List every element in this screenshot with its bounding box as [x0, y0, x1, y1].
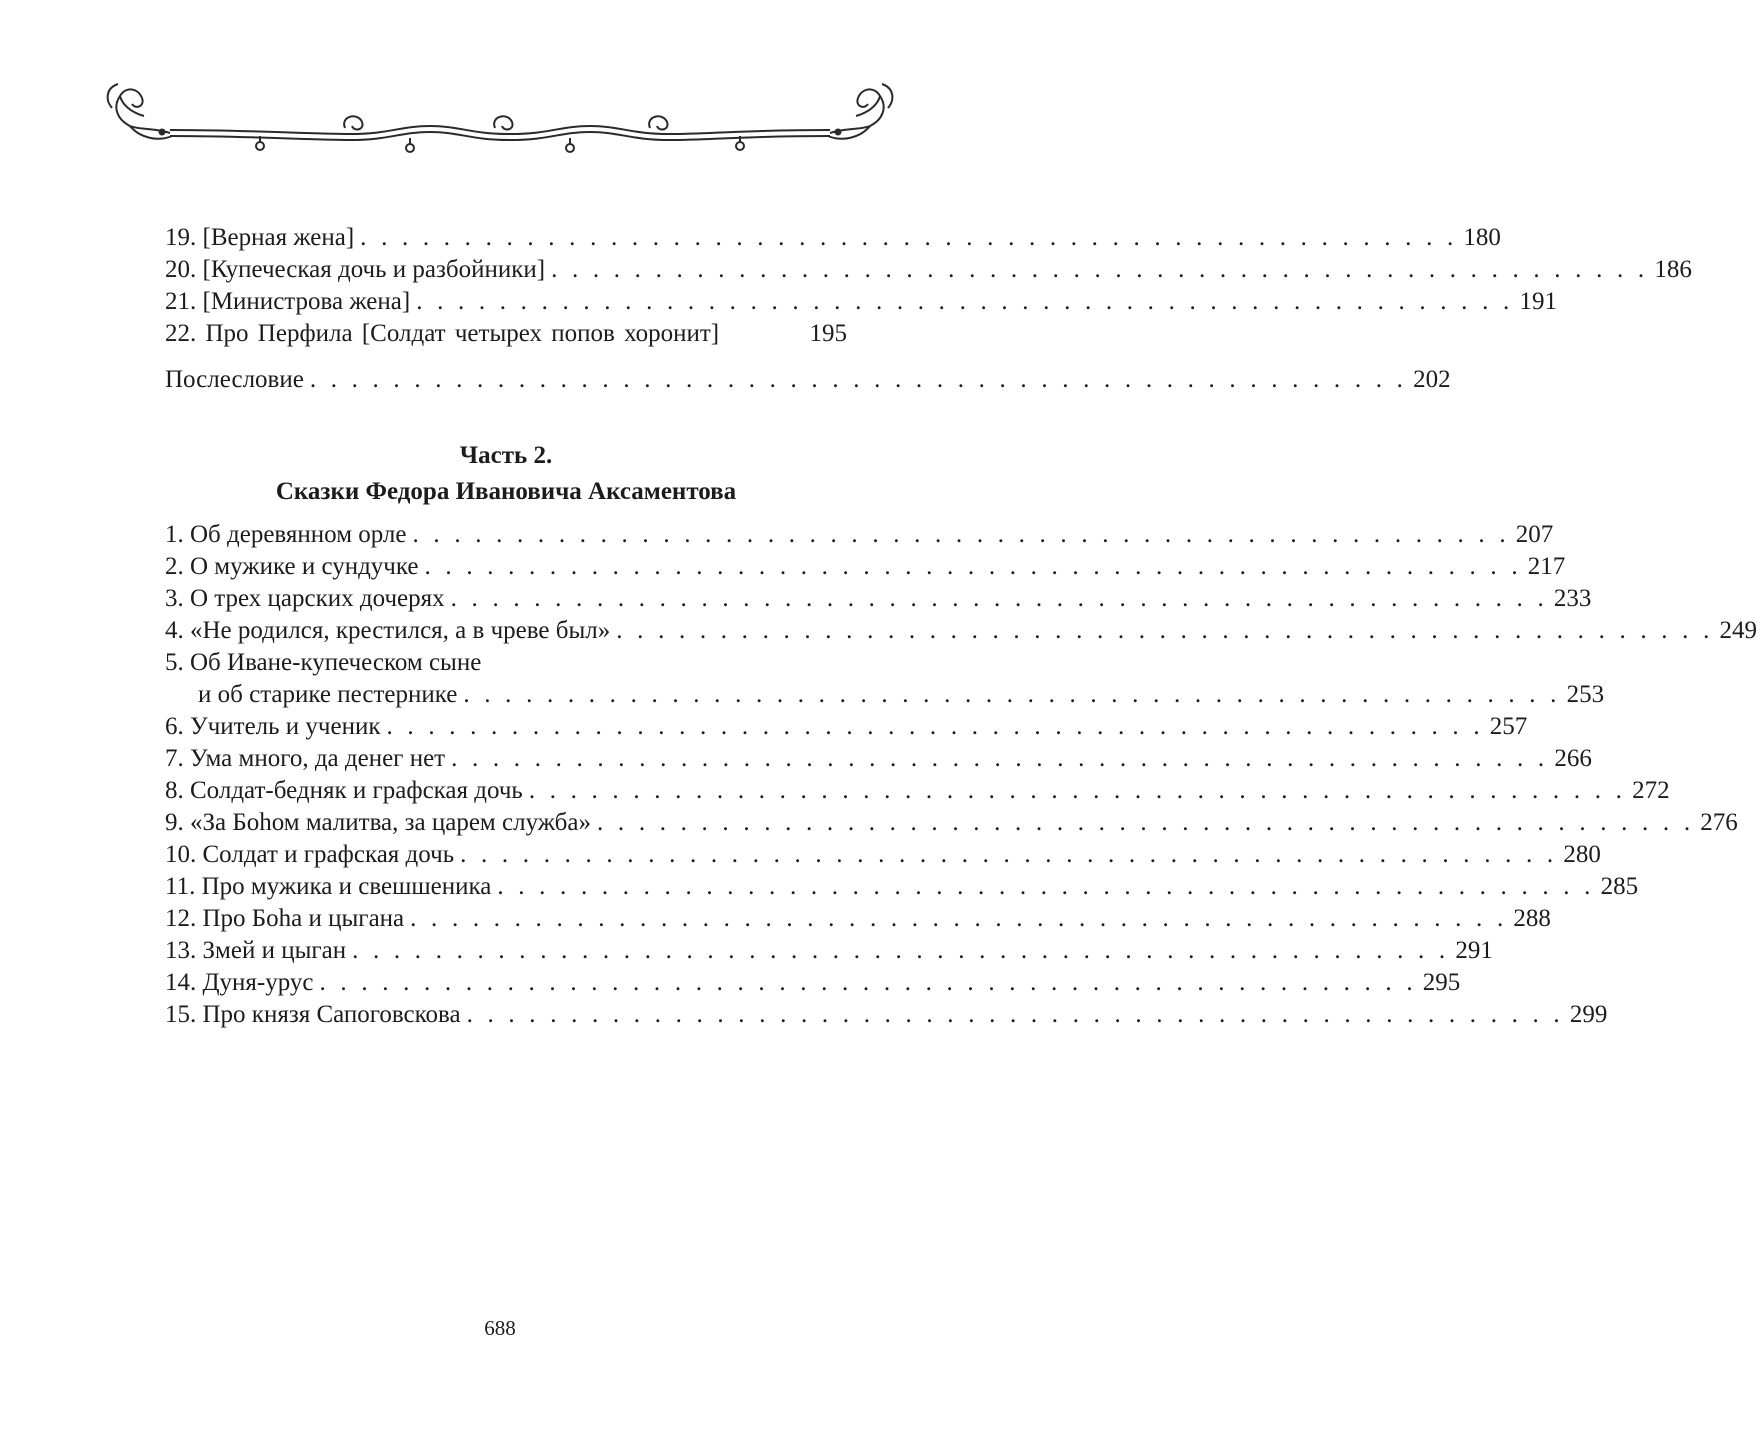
dot-leader: . . . . . . . . . . . . . . . . . . . . . . . . . . . . . . . . . . . . . . . . . . . . . . . . . . . . .	[412, 521, 1510, 548]
toc-entry-title: 21. [Министрова жена]	[165, 288, 411, 315]
part-title: Сказки Федора Ивановича Аксаментова	[275, 478, 737, 505]
dot-leader: . . . . . . . . . . . . . . . . . . . . . . . . . . . . . . . . . . . . . . . . . . . . . . . . . . . . .	[460, 841, 1558, 868]
page-number: 688	[484, 1316, 516, 1340]
toc-entry-page: 280	[1563, 841, 1601, 868]
toc-entry-page: 202	[1413, 366, 1451, 393]
toc-entry[interactable]	[165, 999, 1608, 1031]
toc-entry-title: 8. Солдат-бедняк и графская дочь	[165, 777, 523, 804]
dot-leader: . . . . . . . . . . . . . . . . . . . . . . . . . . . . . . . . . . . . . . . . . . . . . . . . . . . . .	[528, 777, 1627, 804]
toc-entry-title: 7. Ума много, да денег нет	[165, 745, 446, 772]
dot-leader: . . . . . . . . . . . . . . . . . . . . . . . . . . . . . . . . . . . . . . . . . . . . . . . . . . . . .	[451, 745, 1549, 772]
part-heading	[165, 440, 847, 508]
toc-entry-page: 195	[809, 320, 847, 347]
toc-entry-page: 266	[1554, 745, 1592, 772]
toc-entry[interactable]	[165, 775, 1670, 807]
toc-entry-page: 249	[1719, 617, 1757, 644]
dot-leader: . . . . . . . . . . . . . . . . . . . . . . . . . . . . . . . . . . . . . . . . . . . . . . . . . . . . .	[319, 969, 1417, 996]
dot-leader: . . . . . . . . . . . . . . . . . . . . . . . . . . . . . . . . . . . . . . . . . . . . . . . . . . . . .	[450, 585, 1548, 612]
dot-leader: . . . . . . . . . . . . . . . . . . . . . . . . . . . . . . . . . . . . . . . . . . . . . . . . . . . . .	[352, 937, 1450, 964]
toc-entry-title: 3. О трех царских дочерях	[165, 585, 445, 612]
toc-entry[interactable]	[165, 222, 1501, 254]
toc-entry[interactable]	[165, 839, 1601, 871]
toc-part2	[165, 519, 1757, 1031]
toc-entry[interactable]	[165, 286, 1557, 318]
toc-entry[interactable]	[165, 743, 1592, 775]
toc-entry-page: 272	[1632, 777, 1670, 804]
dot-leader: . . . . . . . . . . . . . . . . . . . . . . . . . . . . . . . . . . . . . . . . . . . . . . . . . . . . .	[463, 681, 1561, 708]
toc-entry-title: 13. Змей и цыган	[165, 937, 347, 964]
dot-leader: . . . . . . . . . . . . . . . . . . . . . . . . . . . . . . . . . . . . . . . . . . . . . . . . . . . . .	[416, 288, 1514, 315]
toc-entry-title: 4. «Не родился, крестился, а в чреве был»	[165, 617, 611, 644]
dot-leader: . . . . . . . . . . . . . . . . . . . . . . . . . . . . . . . . . . . . . . . . . . . . . . . . . . . . .	[360, 224, 1458, 251]
dot-leader: . . . . . . . . . . . . . . . . . . . . . . . . . . . . . . . . . . . . . . . . . . . . . . . . . . . . .	[497, 873, 1595, 900]
toc-entry-title: 22. Про Перфила [Солдат четырех попов хоронит]	[165, 320, 720, 347]
toc-entry-page: 291	[1455, 937, 1493, 964]
toc-entry-line1[interactable]	[165, 647, 847, 679]
part-number: Часть 2.	[459, 442, 553, 469]
toc-entry-title: 2. О мужике и сундучке	[165, 553, 419, 580]
toc-entry[interactable]	[165, 903, 1551, 935]
toc-entry[interactable]	[165, 711, 1528, 743]
dot-leader: . . . . . . . . . . . . . . . . . . . . . . . . . . . . . . . . . . . . . . . . . . . . . . . . . . . . .	[616, 617, 1714, 644]
toc-entry-title: 15. Про князя Сапоговскова	[165, 1001, 461, 1028]
toc-entry[interactable]	[165, 615, 1757, 647]
toc-entry-title: 10. Солдат и графская дочь	[165, 841, 455, 868]
toc-entry[interactable]	[165, 364, 1451, 396]
toc-entry-title: 11. Про мужика и свешшеника	[165, 873, 492, 900]
toc-afterword	[165, 364, 1451, 396]
toc-entry-title: 20. [Купеческая дочь и разбойники]	[165, 256, 546, 283]
toc-entry-page: 217	[1527, 553, 1566, 580]
toc-entry-title: Послесловие	[165, 366, 304, 393]
toc-entry-page: 257	[1489, 713, 1528, 740]
dot-leader: . . . . . . . . . . . . . . . . . . . . . . . . . . . . . . . . . . . . . . . . . . . . . . . . . . . . .	[386, 713, 1484, 740]
toc-entry-page: 276	[1700, 809, 1738, 836]
toc-entry-title-continued: и об старике пестернике	[198, 681, 458, 708]
decorative-ornament-header	[100, 78, 900, 158]
toc-entry-page: 191	[1519, 288, 1557, 315]
toc-entry-page: 253	[1566, 681, 1605, 708]
dot-leader: . . . . . . . . . . . . . . . . . . . . . . . . . . . . . . . . . . . . . . . . . . . . . . . . . . . . .	[597, 809, 1695, 836]
toc-entry-page: 299	[1569, 1001, 1608, 1028]
dot-leader: . . . . . . . . . . . . . . . . . . . . . . . . . . . . . . . . . . . . . . . . . . . . . . . . . . . . .	[309, 366, 1408, 393]
toc-entry-line2[interactable]	[165, 679, 1605, 711]
toc-entry-page: 288	[1513, 905, 1551, 932]
toc-entry[interactable]	[165, 318, 847, 350]
dot-leader: . . . . . . . . . . . . . . . . . . . . . . . . . . . . . . . . . . . . . . . . . . . . . . . . . . . . .	[410, 905, 1508, 932]
toc-entry[interactable]	[165, 935, 1493, 967]
toc-entry[interactable]	[165, 583, 1592, 615]
toc-entry-title: 1. Об деревянном орле	[165, 521, 407, 548]
toc-entry[interactable]	[165, 871, 1639, 903]
toc-entry-page: 233	[1553, 585, 1592, 612]
toc-entry-page: 180	[1463, 224, 1501, 251]
toc-entry-title: 5. Об Иване-купеческом сыне	[165, 649, 482, 676]
toc-entry-title: 6. Учитель и ученик	[165, 713, 381, 740]
toc-entry-title: 12. Про Боhа и цыгана	[165, 905, 405, 932]
dot-leader: . . . . . . . . . . . . . . . . . . . . . . . . . . . . . . . . . . . . . . . . . . . . . . . . . . . . .	[466, 1001, 1564, 1028]
dot-leader: . . . . . . . . . . . . . . . . . . . . . . . . . . . . . . . . . . . . . . . . . . . . . . . . . . . . .	[424, 553, 1522, 580]
toc-entry-page: 186	[1654, 256, 1692, 283]
toc-entry[interactable]	[165, 807, 1738, 839]
toc-entry[interactable]	[165, 519, 1554, 551]
toc-part1	[165, 222, 1692, 350]
toc-entry-page: 207	[1515, 521, 1554, 548]
toc-entry-page: 295	[1422, 969, 1461, 996]
toc-entry[interactable]	[165, 967, 1461, 999]
toc-entry-title: 14. Дуня-урус	[165, 969, 314, 996]
toc-entry-title: 19. [Верная жена]	[165, 224, 355, 251]
toc-entry[interactable]	[165, 254, 1692, 286]
toc-entry[interactable]	[165, 551, 1566, 583]
toc-entry-title: 9. «За Боhом малитва, за царем служба»	[165, 809, 592, 836]
toc-entry-page: 285	[1600, 873, 1639, 900]
dot-leader: . . . . . . . . . . . . . . . . . . . . . . . . . . . . . . . . . . . . . . . . . . . . . . . . . . . . .	[551, 256, 1649, 283]
